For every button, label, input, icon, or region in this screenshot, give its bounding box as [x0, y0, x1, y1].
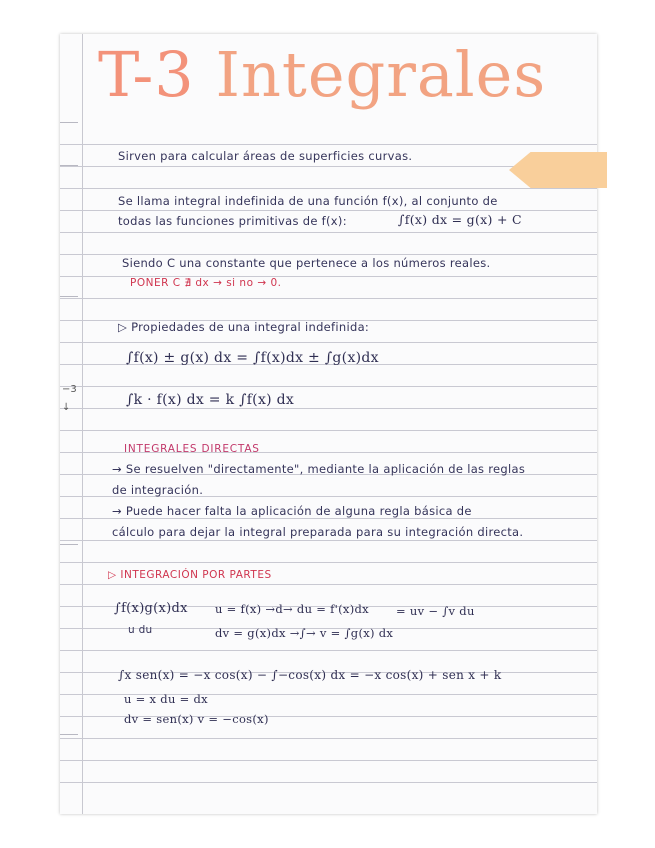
intro-text: Sirven para calcular áreas de superficies curvas. — [118, 149, 413, 163]
ruled-line — [60, 408, 597, 409]
property-formula-2: ∫k · f(x) dx = k ∫f(x) dx — [126, 392, 295, 408]
ruled-line — [60, 210, 597, 211]
ruled-line — [60, 518, 597, 519]
edge-tab-mark — [60, 544, 78, 545]
direct-line-4: cálculo para dejar la integral preparada para su integración directa. — [112, 525, 524, 539]
ruled-line — [60, 562, 597, 563]
direct-line-1: → Se resuelven "directamente", mediante la aplicación de las reglas — [112, 462, 526, 476]
ruled-line — [60, 386, 597, 387]
ruled-line — [60, 188, 597, 189]
example-dv: dv = sen(x) v = −cos(x) — [124, 712, 269, 726]
example-formula: ∫x sen(x) = −x cos(x) − ∫−cos(x) dx = −x cos(x) + sen x + k — [118, 668, 502, 682]
title-word: Integrales — [215, 38, 547, 111]
edge-tab-mark — [60, 734, 78, 735]
definition-line-1: Se llama integral indefinida de una función f(x), al conjunto de — [118, 194, 498, 208]
ruled-line — [60, 760, 597, 761]
edge-tab-mark — [60, 122, 78, 123]
ruled-line — [60, 650, 597, 651]
parts-result: = uv − ∫v du — [396, 604, 475, 618]
parts-substitution-1: u = f(x) →d→ du = f'(x)dx — [215, 602, 369, 616]
parts-under-labels: u du — [128, 624, 153, 636]
margin-line — [82, 34, 83, 814]
parts-heading: ▷ INTEGRACIÓN POR PARTES — [108, 569, 272, 581]
parts-substitution-2: dv = g(x)dx →∫→ v = ∫g(x) dx — [215, 626, 394, 640]
definition-line-2: todas las funciones primitivas de f(x): — [118, 214, 347, 228]
notebook-page — [60, 34, 597, 814]
parts-integral: ∫f(x)g(x)dx — [114, 601, 188, 616]
page-title — [98, 38, 546, 111]
sticky-flag — [509, 152, 607, 188]
example-u: u = x du = dx — [124, 692, 208, 706]
direct-heading: INTEGRALES DIRECTAS — [124, 443, 260, 455]
edge-tab-mark — [60, 165, 78, 166]
constant-note: PONER C ∄ dx → si no → 0. — [130, 277, 282, 289]
ruled-line — [60, 738, 597, 739]
ruled-line — [60, 144, 597, 145]
ruled-line — [60, 342, 597, 343]
direct-line-2: de integración. — [112, 483, 204, 497]
ruled-line — [60, 430, 597, 431]
edge-tab-mark — [60, 296, 78, 297]
direct-line-3: → Puede hacer falta la aplicación de alguna regla básica de — [112, 504, 472, 518]
title-prefix: T-3 — [98, 38, 195, 111]
ruled-line — [60, 782, 597, 783]
constant-line: Siendo C una constante que pertenece a los números reales. — [122, 256, 491, 270]
properties-heading: ▷ Propiedades de una integral indefinida: — [118, 320, 370, 334]
ruled-line — [60, 584, 597, 585]
ruled-line — [60, 540, 597, 541]
margin-note: ↓ — [62, 402, 71, 413]
ruled-line — [60, 298, 597, 299]
definition-formula: ∫f(x) dx = g(x) + C — [398, 212, 522, 227]
ruled-line — [60, 232, 597, 233]
ruled-line — [60, 254, 597, 255]
margin-note: −3 — [62, 384, 77, 395]
property-formula-1: ∫f(x) ± g(x) dx = ∫f(x)dx ± ∫g(x)dx — [126, 350, 379, 366]
